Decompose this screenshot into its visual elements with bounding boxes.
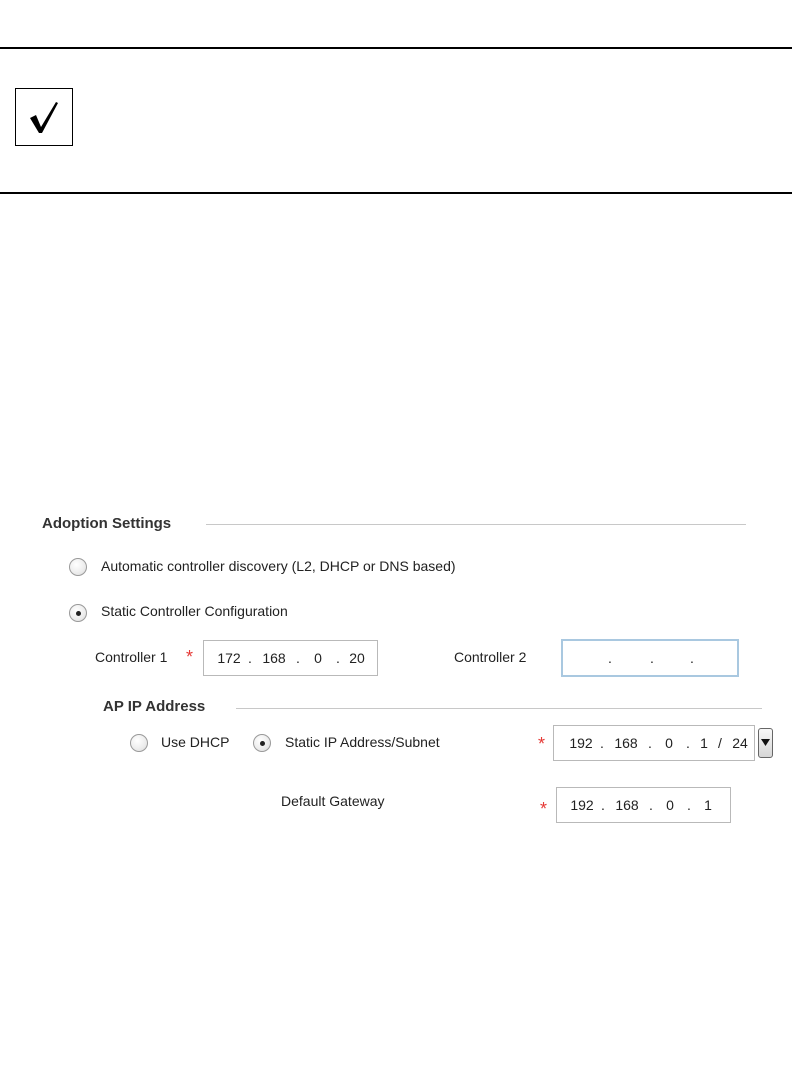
ip-dot-separator: . — [336, 650, 340, 666]
static-controller-label: Static Controller Configuration — [101, 603, 288, 619]
ip-octet: 1 — [704, 797, 712, 813]
static-ip-input[interactable] — [553, 725, 755, 761]
use-dhcp-radio[interactable] — [130, 734, 148, 752]
radio-selected-dot — [260, 741, 265, 746]
ip-dot-separator: . — [601, 797, 605, 813]
ip-octet: 168 — [615, 797, 639, 813]
ip-dot-separator: . — [650, 650, 654, 666]
ip-dot-separator: . — [248, 650, 252, 666]
ip-octet: 192 — [569, 735, 593, 751]
ip-octet — [567, 641, 605, 675]
ap-ip-address-title: AP IP Address — [103, 698, 206, 715]
ip-octet: 172 — [217, 650, 241, 666]
adoption-settings-title: Adoption Settings — [42, 515, 172, 532]
ip-dot-separator: . — [686, 735, 690, 751]
default-gateway-label: Default Gateway — [281, 793, 385, 809]
automatic-discovery-radio[interactable] — [69, 558, 87, 576]
ip-dot-separator: . — [296, 650, 300, 666]
ip-octet: 0 — [666, 797, 674, 813]
static-controller-radio[interactable] — [69, 604, 87, 622]
ip-dot-separator: . — [600, 735, 604, 751]
subnet-dropdown-button[interactable] — [758, 728, 773, 758]
radio-selected-dot — [76, 611, 81, 616]
checkmark-icon — [27, 99, 61, 135]
ip-octet: 192 — [570, 797, 594, 813]
subnet-prefix: 24 — [732, 735, 748, 751]
ip-octet: 0 — [314, 650, 322, 666]
static-ip-radio[interactable] — [253, 734, 271, 752]
top-rule — [0, 47, 792, 49]
gateway-required-icon: * — [540, 799, 548, 819]
ip-dot-separator: . — [608, 650, 612, 666]
static-ip-required-icon: * — [538, 734, 546, 754]
use-dhcp-label: Use DHCP — [161, 734, 230, 750]
ip-dot-separator: . — [687, 797, 691, 813]
controller2-label: Controller 2 — [454, 649, 527, 665]
default-gateway-input[interactable] — [556, 787, 731, 823]
ip-octet: 168 — [614, 735, 638, 751]
ip-octet: 0 — [665, 735, 673, 751]
subnet-slash: / — [718, 735, 722, 751]
ap-ip-address-divider — [236, 708, 762, 709]
ip-dot-separator: . — [690, 650, 694, 666]
controller1-ip-input[interactable] — [203, 640, 378, 676]
ip-octet: 168 — [262, 650, 286, 666]
adoption-settings-divider — [206, 524, 746, 525]
ip-octet — [615, 641, 649, 675]
controller1-required-icon: * — [186, 647, 194, 667]
ip-octet: 1 — [700, 735, 708, 751]
ip-octet: 20 — [349, 650, 365, 666]
automatic-discovery-label: Automatic controller discovery (L2, DHCP or DNS based) — [101, 558, 456, 574]
ip-octet — [697, 641, 733, 675]
controller2-ip-input[interactable] — [561, 639, 739, 677]
note-box — [15, 88, 73, 146]
controller1-label: Controller 1 — [95, 649, 168, 665]
ip-dot-separator: . — [649, 797, 653, 813]
chevron-down-icon — [761, 739, 770, 746]
ip-octet — [657, 641, 689, 675]
bottom-rule — [0, 192, 792, 194]
static-ip-label: Static IP Address/Subnet — [285, 734, 440, 750]
ip-dot-separator: . — [648, 735, 652, 751]
